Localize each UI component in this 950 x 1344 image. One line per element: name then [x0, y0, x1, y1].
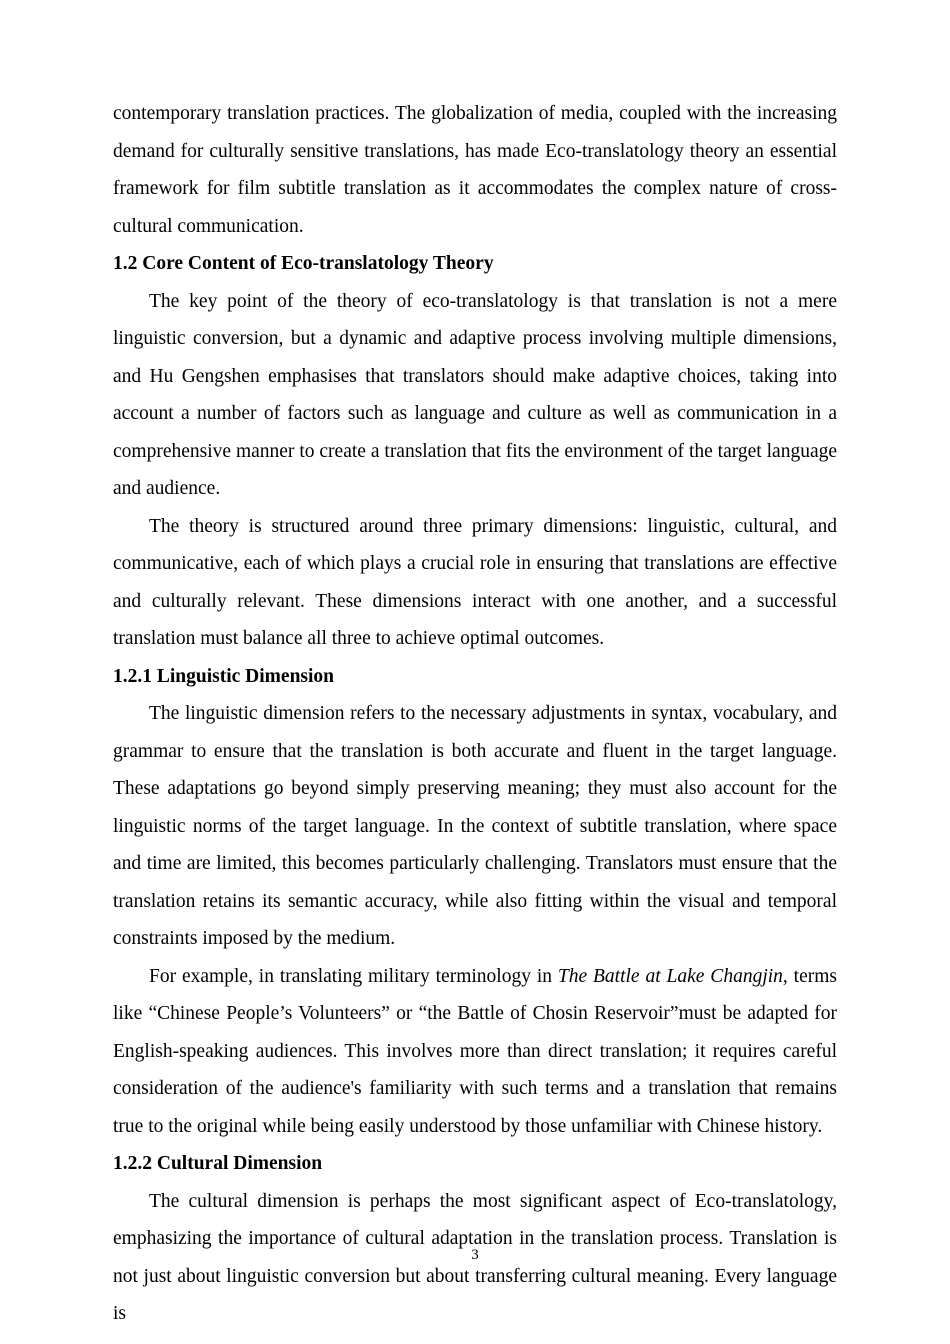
- paragraph-cultural-dimension: The cultural dimension is perhaps the most significant aspect of Eco-translatology, emphasizing the importance of cultural adaptation in the translation process. Translation is not just about linguistic conversion but about transferring cultural meaning. Every language is: [113, 1190, 837, 1324]
- paragraph-key-point: The key point of the theory of eco-translatology is that translation is not a mere linguistic conversion, but a dynamic and adaptive process involving multiple dimensions, and Hu Gengshen emphasises that translators should make adaptive choices, taking into account a number of factors such as language and culture as well as communication in a comprehensive manner to create a translation that fits the environment of the target language and audience.: [113, 290, 837, 499]
- paragraph-three-dimensions: The theory is structured around three primary dimensions: linguistic, cultural, and communicative, each of which plays a crucial role in ensuring that translations are effective and culturally relevant. These dimensions interact with one another, and a successful translation must balance all three to achieve optimal outcomes.: [113, 515, 837, 649]
- film-title-italic: The Battle at Lake Changjin: [557, 965, 783, 987]
- paragraph-example-military: [113, 958, 837, 1146]
- paragraph-continuation: contemporary translation practices. The globalization of media, coupled with the increasing demand for culturally sensitive translations, has made Eco-translatology theory an essential framework for film subtitle translation as it accommodates the complex nature of cross-cultural communication.: [113, 103, 837, 237]
- paragraph-linguistic-dimension: The linguistic dimension refers to the necessary adjustments in syntax, vocabulary, and grammar to ensure that the translation is both accurate and fluent in the target language. These adaptations go beyond simply preserving meaning; they must also account for the linguistic norms of the target language. In the context of subtitle translation, where space and time are limited, this becomes particularly challenging. Translators must ensure that the translation retains its semantic accuracy, while also fitting within the visual and temporal constraints imposed by the medium.: [113, 703, 837, 949]
- heading-1-2: 1.2 Core Content of Eco-translatology Theory: [113, 253, 494, 274]
- heading-1-2-2: 1.2.2 Cultural Dimension: [113, 1153, 323, 1174]
- page-content: [113, 95, 837, 1333]
- page-number: 3: [471, 1247, 479, 1263]
- heading-1-2-1: 1.2.1 Linguistic Dimension: [113, 665, 335, 687]
- example-text-after: , terms like “Chinese People’s Volunteers” or “the Battle of Chosin Reservoir”must be adapted for English-speaking audiences. This involves more than direct translation; it requires careful consideration of the audience's familiarity with such terms and a translation that remains true to the original while being easily understood by those unfamiliar with Chinese history.: [113, 965, 837, 1137]
- example-text-before: For example, in translating military terminology in: [149, 965, 558, 987]
